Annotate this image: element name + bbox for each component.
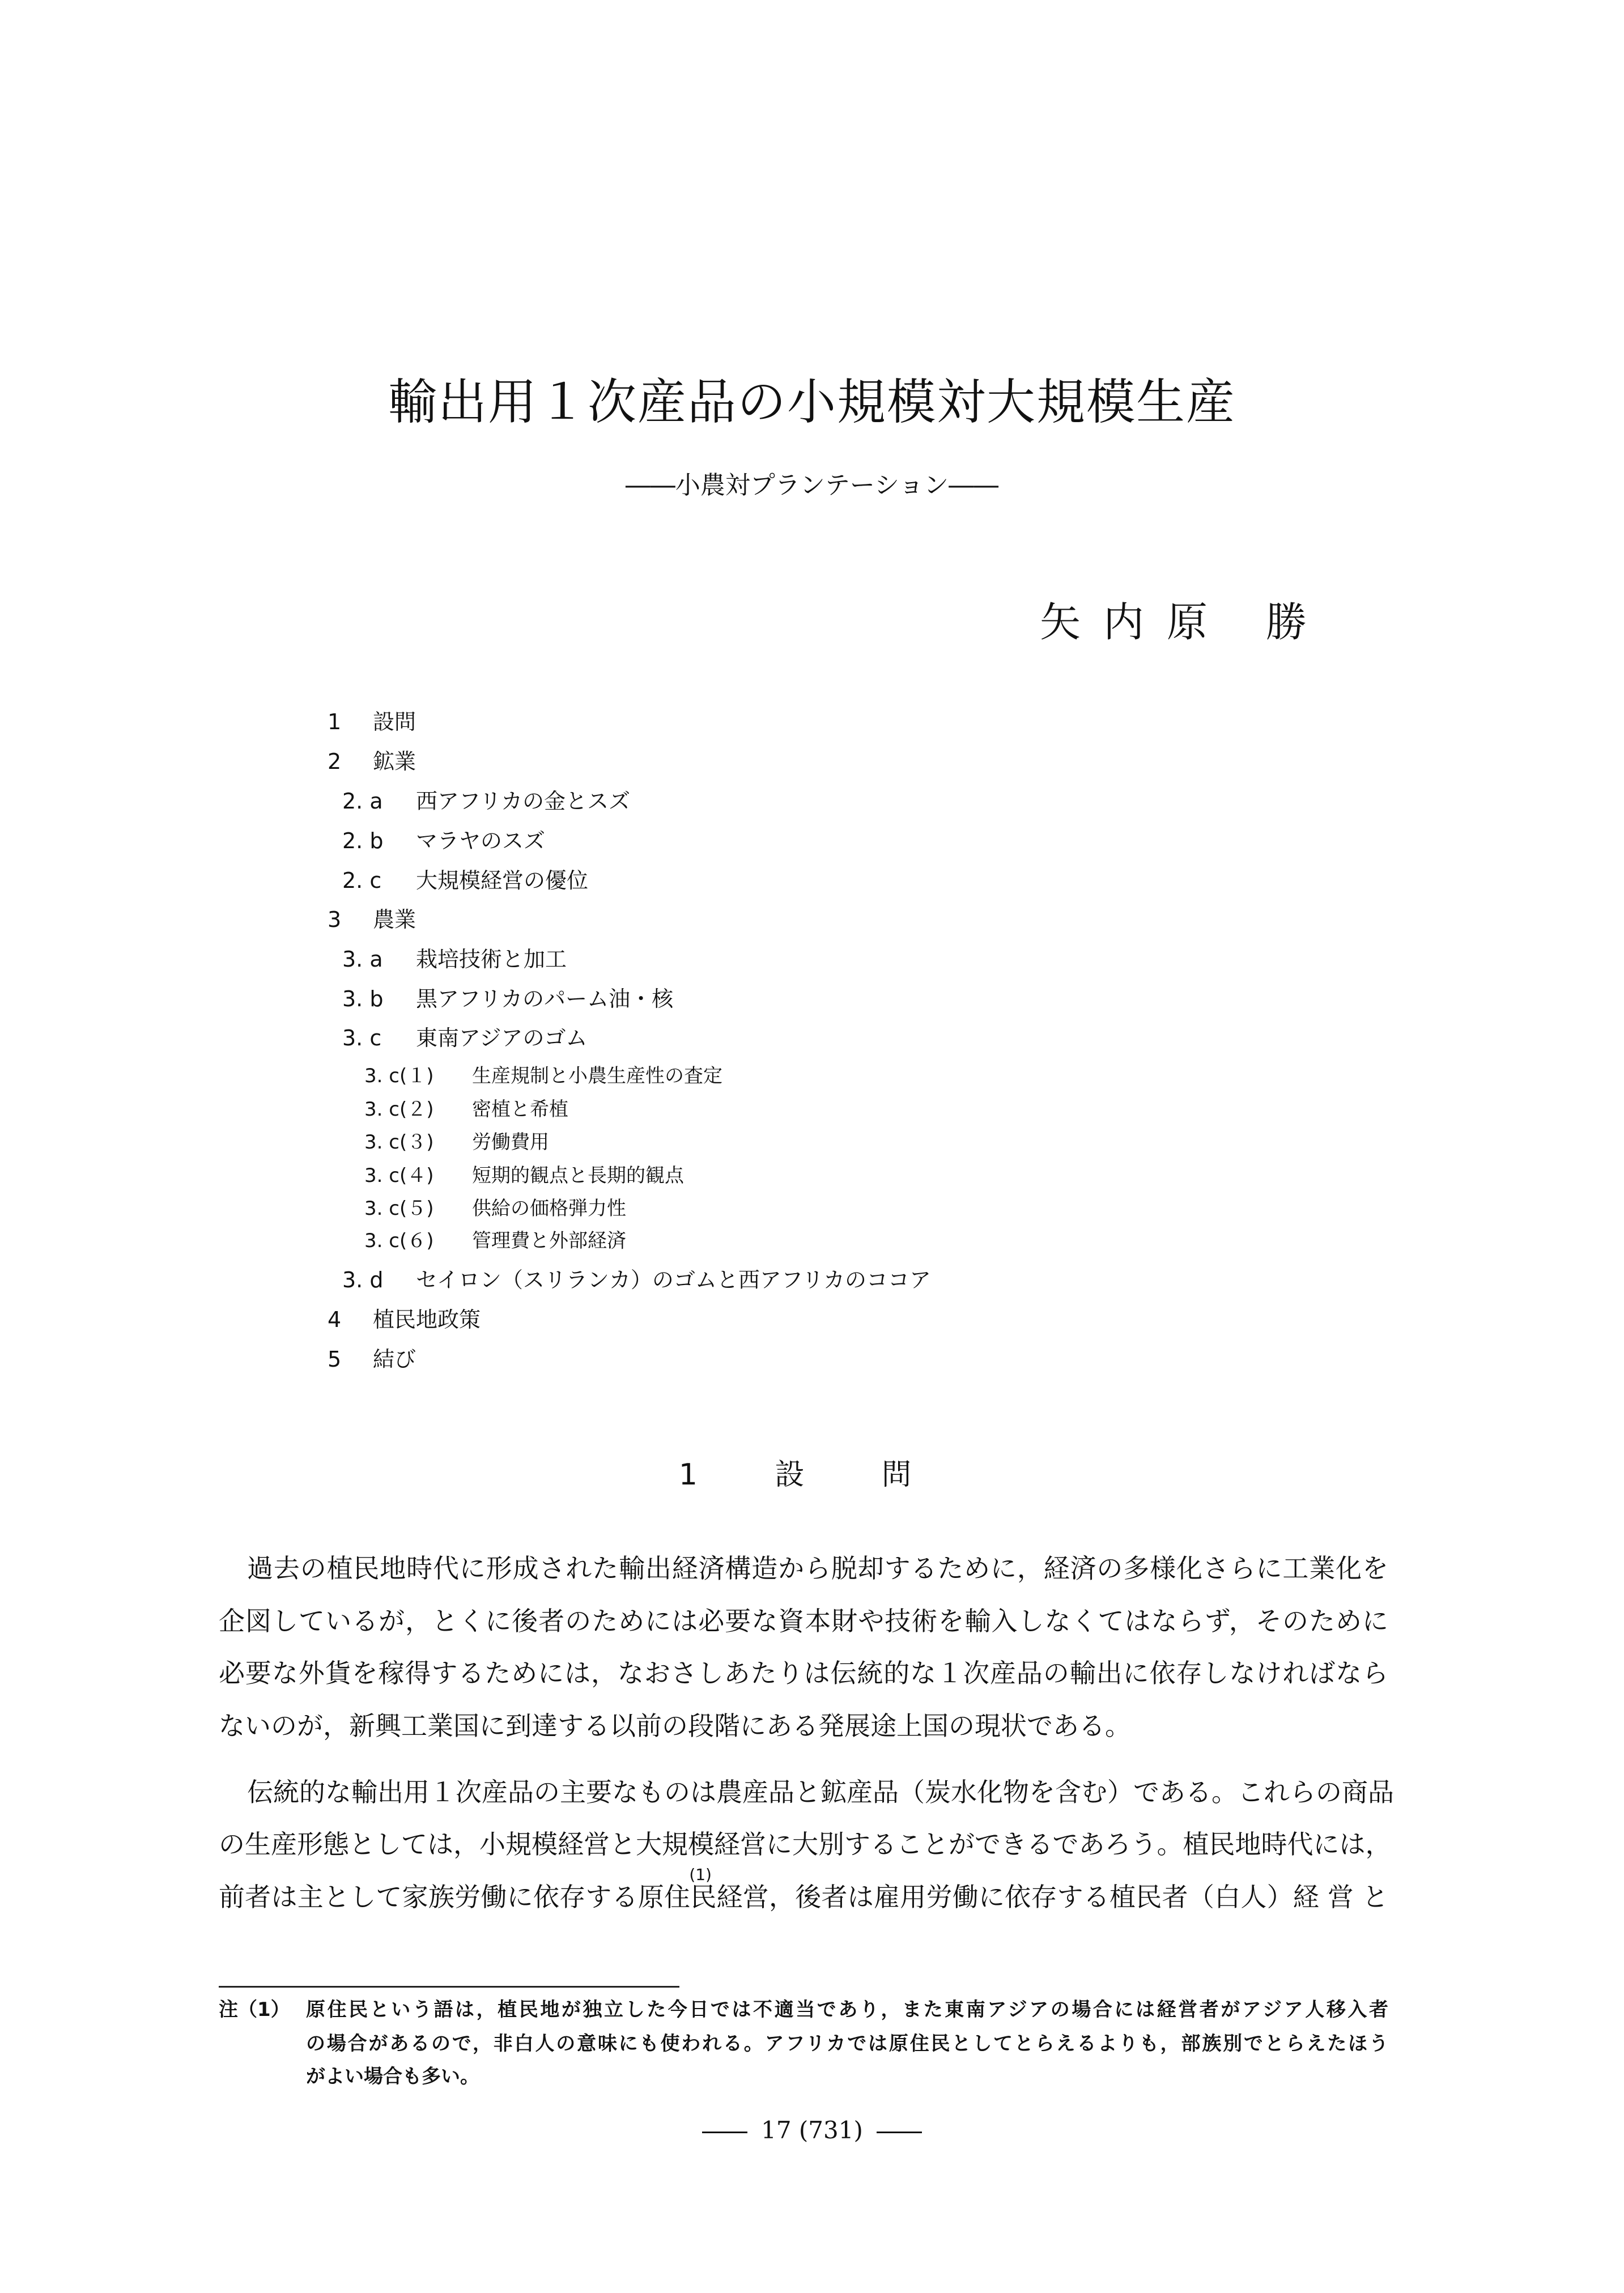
toc-number: 3. c: [342, 1026, 382, 1050]
toc-number: 2. a: [342, 789, 383, 814]
toc-item[interactable]: [328, 909, 416, 930]
footnote-divider: [219, 1986, 679, 1988]
toc-label: 栽培技術と加工: [416, 947, 567, 972]
toc-label: 密植と希植: [472, 1098, 568, 1121]
toc-item[interactable]: [342, 870, 588, 891]
page-number: [0, 2116, 1624, 2144]
toc-label: 設問: [373, 709, 416, 734]
footnote-label: 注（1）: [219, 1998, 290, 2021]
toc-number: 3. c(６): [364, 1230, 434, 1252]
toc-label: 労働費用: [472, 1131, 549, 1154]
body-line: の生産形態としては，小規模経営と大規模経営に大別することができるであろう。植民地時代には，: [219, 1829, 1392, 1860]
toc-number: 2. b: [342, 828, 384, 853]
section-heading: 1 設 問: [678, 1458, 946, 1492]
toc-item[interactable]: [328, 751, 416, 772]
toc-label: 供給の価格弾力性: [472, 1197, 626, 1220]
body-line: 伝統的な輸出用１次産品の主要なものは農産品と鉱産品（炭水化物を含む）である。これらの商品: [247, 1777, 1394, 1807]
toc-number: 3. c(５): [364, 1197, 434, 1220]
toc-number: 5: [328, 1347, 342, 1372]
dash-right: [877, 2132, 922, 2133]
toc-number: 2: [328, 749, 342, 774]
toc-item[interactable]: [342, 790, 630, 812]
toc-label: セイロン（スリランカ）のゴムと西アフリカのココア: [416, 1267, 931, 1292]
footnote-anchor[interactable]: [689, 1865, 717, 1912]
toc-item[interactable]: [342, 830, 545, 852]
toc-label: 結び: [373, 1347, 416, 1372]
toc-number: 4: [328, 1307, 342, 1332]
body-text: 民: [690, 1882, 717, 1912]
toc-number: 3. b: [342, 986, 384, 1011]
toc-label: 生産規制と小農生産性の査定: [472, 1065, 722, 1087]
toc-number: 3. c(２): [364, 1098, 434, 1121]
article-title: 輸出用１次産品の小規模対大規模生産: [388, 374, 1236, 431]
toc-item[interactable]: [342, 1269, 931, 1291]
toc-item[interactable]: [328, 1348, 416, 1370]
toc-item[interactable]: [364, 1199, 626, 1218]
toc-item[interactable]: [328, 1309, 481, 1330]
footnote-line: の場合があるので，非白人の意味にも使われる。アフリカでは原住民としてとらえるよりも，部族別でとらえたほう: [306, 2032, 1388, 2055]
toc-item[interactable]: [364, 1066, 722, 1086]
toc-number: 2. c: [342, 868, 382, 893]
toc-item[interactable]: [364, 1133, 549, 1152]
footnote-mark[interactable]: (1): [689, 1865, 712, 1884]
body-text: 経営，後者は雇用労働に依存する植民者（白人）経 営 と: [716, 1882, 1389, 1912]
dash-left: [702, 2132, 747, 2133]
toc-item[interactable]: [364, 1231, 626, 1250]
toc-label: 管理費と外部経済: [472, 1230, 626, 1252]
footnote-line: 原住民という語は，植民地が独立した今日では不適当であり，また東南アジアの場合には経営者がアジア人移入者: [306, 1998, 1388, 2021]
toc-number: 3. d: [342, 1267, 384, 1292]
toc-number: 3. a: [342, 947, 383, 972]
toc-number: 3. c(４): [364, 1164, 434, 1187]
body-line: ないのが，新興工業国に到達する以前の段階にある発展途上国の現状である。: [219, 1711, 1131, 1741]
toc-item[interactable]: [328, 711, 416, 733]
body-line: 企図しているが，とくに後者のためには必要な資本財や技術を輸入しなくてはならず，そのために: [219, 1606, 1388, 1636]
body-text: 前者は主として家族労働に依存する原住: [219, 1882, 691, 1912]
toc-label: 短期的観点と長期的観点: [472, 1164, 684, 1187]
body-line: [219, 1865, 1389, 1912]
toc-label: 東南アジアのゴム: [416, 1026, 588, 1050]
article-subtitle: ――小農対プランテーション――: [625, 471, 999, 500]
body-line: 必要な外貨を稼得するためには，なおさしあたりは伝統的な１次産品の輸出に依存しなければなら: [219, 1658, 1388, 1688]
footnote-line: がよい場合も多い。: [306, 2065, 479, 2088]
toc-number: 3. c(３): [364, 1131, 434, 1154]
toc-label: 大規模経営の優位: [416, 868, 589, 893]
toc-item[interactable]: [342, 1027, 587, 1049]
toc-label: 黒アフリカのパーム油・核: [416, 986, 674, 1011]
toc-item[interactable]: [364, 1166, 684, 1185]
body-line: 過去の植民地時代に形成された輸出経済構造から脱却するために，経済の多様化さらに工業化を: [247, 1553, 1389, 1584]
toc-item[interactable]: [364, 1100, 568, 1119]
toc-number: 3. c(１): [364, 1065, 434, 1087]
toc-label: 西アフリカの金とスズ: [416, 789, 631, 814]
page-number-text: 17 (731): [761, 2116, 863, 2144]
toc-label: マラヤのスズ: [416, 828, 546, 853]
toc-label: 植民地政策: [373, 1307, 481, 1332]
author-name: 矢内原 勝: [1040, 598, 1329, 646]
toc-item[interactable]: [342, 988, 673, 1010]
toc-number: 3: [328, 907, 342, 932]
toc-item[interactable]: [342, 948, 567, 970]
toc-label: 鉱業: [373, 749, 416, 774]
toc-number: 1: [328, 709, 342, 734]
toc-label: 農業: [373, 907, 416, 932]
